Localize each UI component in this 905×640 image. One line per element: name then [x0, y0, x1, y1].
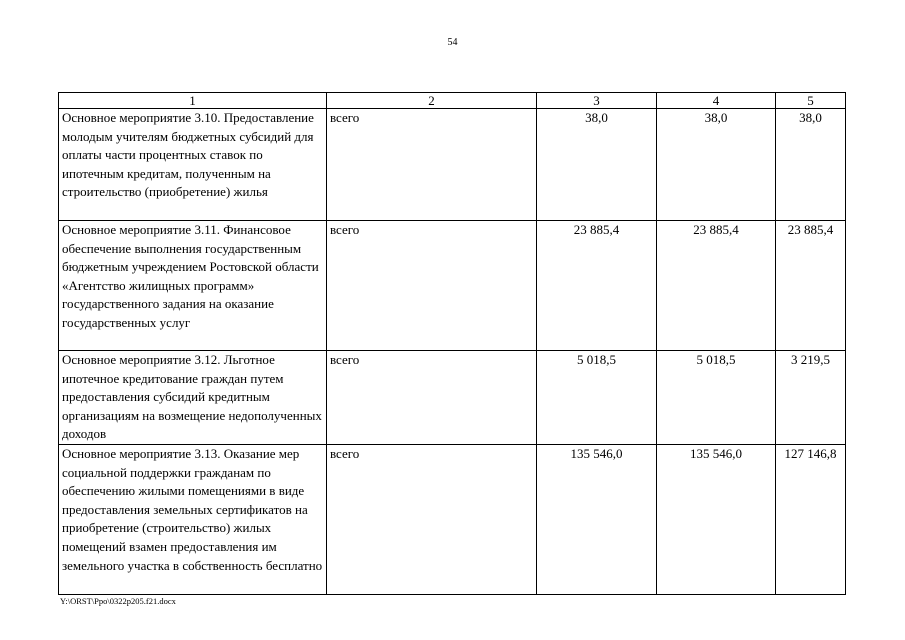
page-number: 54 — [447, 37, 458, 48]
value-cell-4: 5 018,5 — [657, 351, 776, 445]
table-row — [59, 221, 846, 351]
header-cell-4: 4 — [657, 93, 776, 109]
value-cell-5: 3 219,5 — [776, 351, 846, 445]
funding-type-cell: всего — [327, 445, 537, 595]
value-cell-5: 23 885,4 — [776, 221, 846, 351]
value-cell-3: 5 018,5 — [537, 351, 657, 445]
value-cell-5: 38,0 — [776, 109, 846, 221]
measure-name-cell: Основное мероприятие 3.11. Финансовое обеспечение выполнения государственным бюджетным учреждением Ростовской области «Агентство жилищных программ» государственного задания на оказание государственных услуг — [59, 221, 327, 351]
measure-name-cell: Основное мероприятие 3.13. Оказание мер социальной поддержки гражданам по обеспечению жилыми помещениями в виде предоставления земельных сертификатов на приобретение (строительство) жилых помещений взамен предоставления им земельного участка в собственность бесплатно — [59, 445, 327, 595]
file-path-footer: Y:\ORST\Ppo\0322p205.f21.docx — [60, 596, 176, 606]
budget-table — [58, 92, 846, 595]
table-row — [59, 351, 846, 445]
funding-type-cell: всего — [327, 109, 537, 221]
header-cell-3: 3 — [537, 93, 657, 109]
value-cell-4: 135 546,0 — [657, 445, 776, 595]
value-cell-4: 23 885,4 — [657, 221, 776, 351]
header-cell-1: 1 — [59, 93, 327, 109]
measure-name-cell: Основное мероприятие 3.12. Льготное ипотечное кредитование граждан путем предоставления субсидий кредитным организациям на возмещение недополученных доходов — [59, 351, 327, 445]
value-cell-5: 127 146,8 — [776, 445, 846, 595]
funding-type-cell: всего — [327, 221, 537, 351]
value-cell-3: 135 546,0 — [537, 445, 657, 595]
header-cell-2: 2 — [327, 93, 537, 109]
header-row — [59, 93, 846, 109]
table-row — [59, 445, 846, 595]
header-cell-5: 5 — [776, 93, 846, 109]
measure-name-cell: Основное мероприятие 3.10. Предоставление молодым учителям бюджетных субсидий для оплаты части процентных ставок по ипотечным кредитам, полученным на строительство (приобретение) жилья — [59, 109, 327, 221]
value-cell-3: 38,0 — [537, 109, 657, 221]
funding-type-cell: всего — [327, 351, 537, 445]
value-cell-3: 23 885,4 — [537, 221, 657, 351]
value-cell-4: 38,0 — [657, 109, 776, 221]
table-row — [59, 109, 846, 221]
